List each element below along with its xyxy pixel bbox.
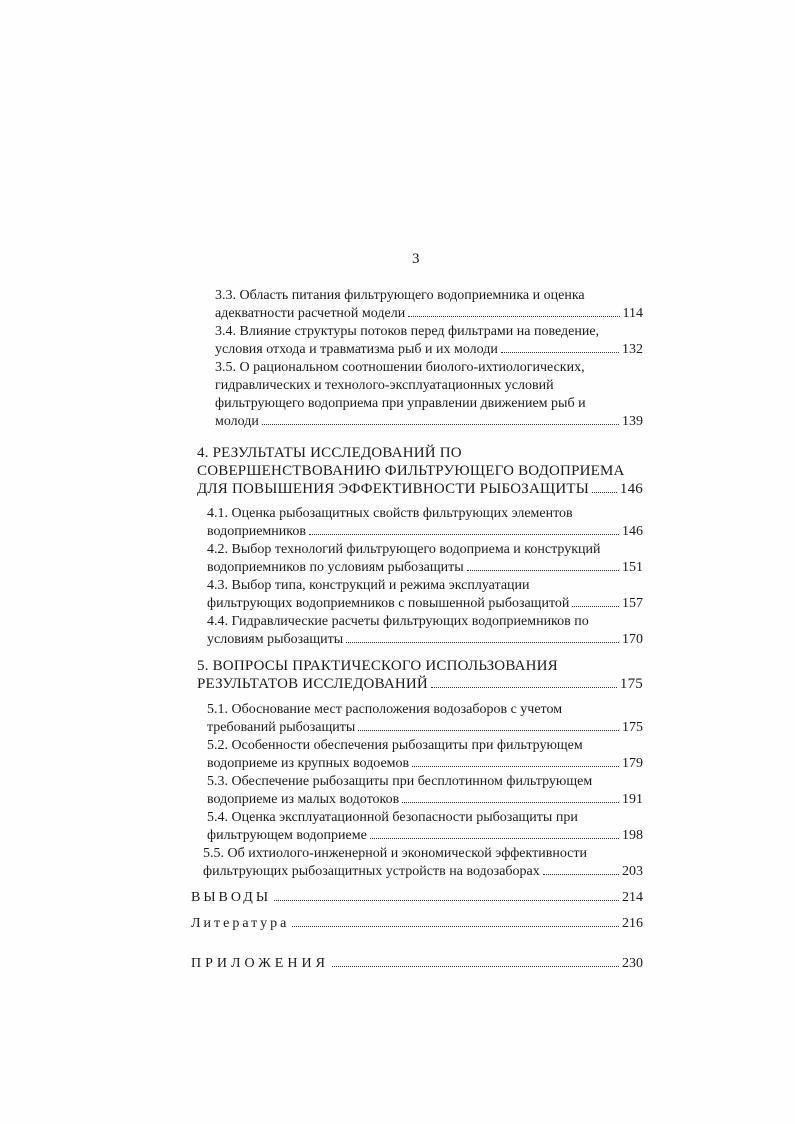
toc-entry-text: 3.5. О рациональном соотношении биолого-ихтиологических, [215, 360, 585, 375]
toc-entry-text: 3.4. Влияние структуры потоков перед фильтрами на поведение, [215, 324, 600, 339]
dot-leader [292, 926, 619, 927]
toc-leader-line [215, 341, 643, 359]
toc-page-ref: 146 [622, 524, 643, 539]
toc-entry-text: 4.4. Гидравлические расчеты фильтрующих водоприемников по [207, 614, 589, 629]
toc-entry-text: 5.5. Об ихтиолого-инженерной и экономической эффективности [203, 846, 587, 861]
dot-leader [592, 492, 617, 493]
toc-page-ref: 175 [622, 720, 643, 735]
dot-leader [332, 966, 619, 967]
toc-leader-line [207, 559, 643, 577]
toc-leader-line [207, 595, 643, 613]
toc-entry-text: водоприемников по условиям рыбозащиты [207, 560, 464, 575]
toc-entry-text: молоди [215, 414, 259, 429]
toc-entry-text: фильтрующих водоприемников с повышенной рыбозащитой [207, 596, 570, 611]
dot-leader [431, 687, 617, 688]
dot-leader [467, 570, 619, 571]
dot-leader [572, 606, 619, 607]
toc-entry-vyvody[interactable] [191, 889, 643, 907]
toc-entry-text: ВЫВОДЫ [191, 890, 272, 905]
toc-leader-line [203, 863, 643, 881]
dot-leader [408, 316, 619, 317]
dot-leader [346, 642, 619, 643]
toc-page-ref: 230 [622, 956, 643, 971]
chapter-title: РЕЗУЛЬТАТОВ ИССЛЕДОВАНИЙ [197, 676, 428, 692]
toc-entry-text: 5.1. Обоснование мест расположения водозаборов с учетом [207, 702, 563, 717]
toc-entry-text: водоприеме из крупных водоемов [207, 756, 410, 771]
dot-leader [402, 802, 619, 803]
toc-leader-line [197, 480, 643, 498]
toc-leader-line [197, 675, 643, 693]
toc-entry-text: фильтрующем водоприеме [207, 828, 367, 843]
toc-page-ref: 139 [622, 414, 643, 429]
toc-entry-text: условия отхода и травматизма рыб и их молоди [215, 342, 498, 357]
toc-leader-line [207, 755, 643, 773]
toc-entry-text: 4.3. Выбор типа, конструкций и режима эксплуатации [207, 578, 530, 593]
toc-leader-line [207, 631, 643, 649]
toc-entry-text: 5.4. Оценка эксплуатационной безопасности рыбозащиты при [207, 810, 578, 825]
toc-page-ref: 216 [622, 916, 643, 931]
page-number: 3 [412, 251, 420, 267]
dot-leader [501, 352, 619, 353]
chapter-title: ДЛЯ ПОВЫШЕНИЯ ЭФФЕКТИВНОСТИ РЫБОЗАЩИТЫ [197, 481, 589, 497]
toc-page-ref: 157 [622, 596, 643, 611]
chapter-title: 5. ВОПРОСЫ ПРАКТИЧЕСКОГО ИСПОЛЬЗОВАНИЯ [197, 658, 558, 674]
toc-entry-text: гидравлических и технолого-эксплуатационных условий [215, 378, 554, 393]
toc-entry-text: Литература [191, 916, 290, 931]
chapter-title: СОВЕРШЕНСТВОВАНИЮ ФИЛЬТРУЮЩЕГО ВОДОПРИЕМА [197, 463, 625, 479]
toc-page-ref: 132 [622, 342, 643, 357]
toc-page-ref: 198 [622, 828, 643, 843]
chapter-title: 4. РЕЗУЛЬТАТЫ ИССЛЕДОВАНИЙ ПО [197, 445, 462, 461]
toc-page-ref: 146 [619, 481, 643, 497]
dot-leader [309, 534, 619, 535]
toc-entry-text: 4.1. Оценка рыбозащитных свойств фильтрующих элементов [207, 506, 573, 521]
dot-leader [370, 838, 619, 839]
toc-leader-line [215, 305, 643, 323]
dot-leader [543, 874, 619, 875]
toc-page-ref: 175 [619, 676, 643, 692]
toc-page-ref: 170 [622, 632, 643, 647]
toc-leader-line [207, 791, 643, 809]
toc-entry-text: требований рыбозащиты [207, 720, 356, 735]
toc-entry-text: ПРИЛОЖЕНИЯ [191, 956, 329, 971]
toc-entry-text: фильтрующего водоприема при управлении движением рыб и [215, 396, 586, 411]
toc-leader-line [207, 827, 643, 845]
toc-page-ref: 151 [622, 560, 643, 575]
toc-entry-text: водоприемников [207, 524, 306, 539]
toc-page-ref: 179 [622, 756, 643, 771]
toc-leader-line [215, 413, 643, 431]
toc-entry-text: 5.2. Особенности обеспечения рыбозащиты при фильтрующем [207, 738, 583, 753]
toc-entry-text: фильтрующих рыбозащитных устройств на водозаборах [203, 864, 540, 879]
toc-leader-line [207, 523, 643, 541]
toc-entry-text: адекватности расчетной модели [215, 306, 406, 321]
toc-entry-text: 4.2. Выбор технологий фильтрующего водоприема и конструкций [207, 542, 601, 557]
dot-leader [262, 424, 619, 425]
dot-leader [358, 730, 619, 731]
toc-entry-text: 3.3. Область питания фильтрующего водоприемника и оценка [215, 288, 585, 303]
toc-entry-text: водоприеме из малых водотоков [207, 792, 400, 807]
toc-page-ref: 191 [622, 792, 643, 807]
toc-entry-prilozheniya[interactable] [191, 955, 643, 973]
toc-page-ref: 214 [622, 890, 643, 905]
toc-page-ref: 114 [622, 306, 643, 321]
dot-leader [412, 766, 619, 767]
toc-leader-line [207, 719, 643, 737]
toc-entry-text: 5.3. Обеспечение рыбозащиты при бесплотинном фильтрующем [207, 774, 593, 789]
toc-entry-literatura[interactable] [191, 915, 643, 933]
dot-leader [274, 900, 619, 901]
toc-entry-text: условиям рыбозащиты [207, 632, 344, 647]
toc-page-ref: 203 [622, 864, 643, 879]
